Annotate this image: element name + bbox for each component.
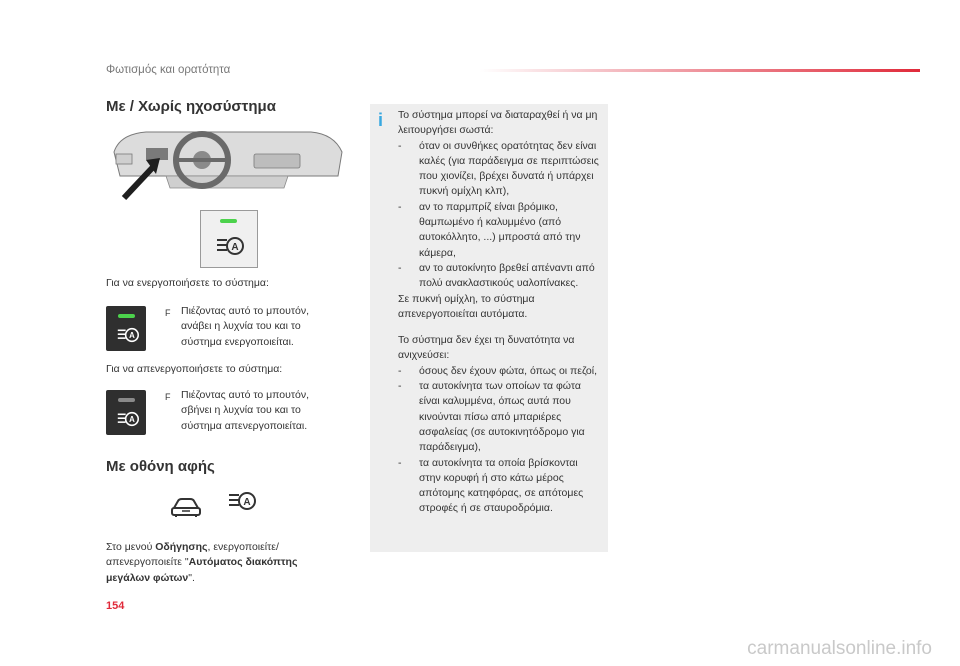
activate-intro: Για να ενεργοποιήσετε το σύστημα: (106, 277, 269, 289)
indicator-led-on (118, 314, 135, 318)
auto-high-beam-icon (117, 326, 139, 344)
icon-letter: A (129, 331, 135, 341)
auto-high-beam-icon (117, 410, 139, 428)
menu-suffix: ". (188, 571, 195, 584)
dashboard-illustration (106, 126, 352, 206)
menu-name: Οδήγησης (155, 541, 208, 553)
header-accent-bar (480, 69, 920, 72)
info-p1-item: - όταν οι συνθήκες ορατότητας δεν είναι καλές (για παράδειγμα σε περιπτώσεις που χιονίζει, βρέχει δυνατά ή υπάρχει πυκνή ομίχλη κλπ), (398, 139, 602, 200)
bullet-icon: F (165, 392, 171, 402)
info-p1-intro: Το σύστημα μπορεί να διαταραχθεί ή να μη λειτουργήσει σωστά: (398, 109, 598, 137)
indicator-led-on (220, 219, 237, 223)
icon-letter: A (231, 242, 239, 253)
menu-prefix: Στο μενού (106, 541, 156, 553)
info-p1-item: - αν το παρμπρίζ είναι βρόμικο, θαμπωμένο ή καλυμμένο (από αυτοκόλλητο, ...) μπροστά από την κάμερα, (398, 200, 602, 261)
touch-screen-instruction (106, 540, 342, 586)
menu-function: Αυτόματος διακόπτης μεγάλων φώτων (106, 556, 298, 584)
indicator-led-off (118, 398, 135, 402)
activate-step: Πιέζοντας αυτό το μπουτόν, ανάβει η λυχνία του και το σύστημα ενεργοποιείται. (181, 305, 310, 348)
auto-high-beam-icon (228, 490, 256, 512)
bullet-icon: F (165, 308, 171, 318)
auto-high-beam-button-off (106, 390, 146, 435)
icon-letter: A (129, 415, 135, 425)
auto-high-beam-button-large (200, 210, 258, 268)
deactivate-intro: Για να απενεργοποιήσετε το σύστημα: (106, 363, 283, 375)
info-p2-intro: Το σύστημα δεν έχει τη δυνατότητα να ανιχνεύσει: (398, 334, 575, 362)
info-p2-item: - τα αυτοκίνητα των οποίων τα φώτα είναι καλυμμένα, όπως αυτά που κινούνται πίσω από μπαριέρες ασφαλείας (σε αυτοκινητόδρομο για παράδειγμα), (398, 379, 602, 455)
auto-high-beam-button-on (106, 306, 146, 351)
info-p1-item: - αν το αυτοκίνητο βρεθεί απέναντι από πολύ ανακλαστικούς υαλοπίνακες. (398, 261, 602, 292)
info-p2-item: - όσους δεν έχουν φώτα, όπως οι πεζοί, (398, 364, 602, 379)
info-icon: i (378, 110, 384, 130)
car-driving-icon (170, 496, 202, 518)
auto-high-beam-icon (216, 235, 244, 257)
page-number: 154 (106, 600, 125, 612)
heading-touch-screen: Με οθόνη αφής (106, 458, 215, 475)
info-content (398, 108, 602, 517)
heading-system: Με / Χωρίς ηχοσύστημα (106, 98, 276, 115)
icon-letter: A (243, 497, 251, 508)
deactivate-step: Πιέζοντας αυτό το μπουτόν, σβήνει η λυχνία του και το σύστημα απενεργοποιείται. (181, 389, 310, 432)
watermark: carmanualsonline.info (747, 638, 932, 659)
menu-mid: , ενεργοποιείτε/ απενεργοποιείτε " (106, 541, 279, 569)
section-header: Φωτισμός και ορατότητα (106, 64, 231, 76)
info-p2-item: - τα αυτοκίνητα τα οποία βρίσκονται στην κορυφή ή στο κάτω μέρος απότομης κατηφόρας, σε απότομες στροφές ή σε σταυροδρόμια. (398, 456, 602, 517)
info-p1-outro: Σε πυκνή ομίχλη, το σύστημα απενεργοποιείται αυτόματα. (398, 292, 535, 320)
